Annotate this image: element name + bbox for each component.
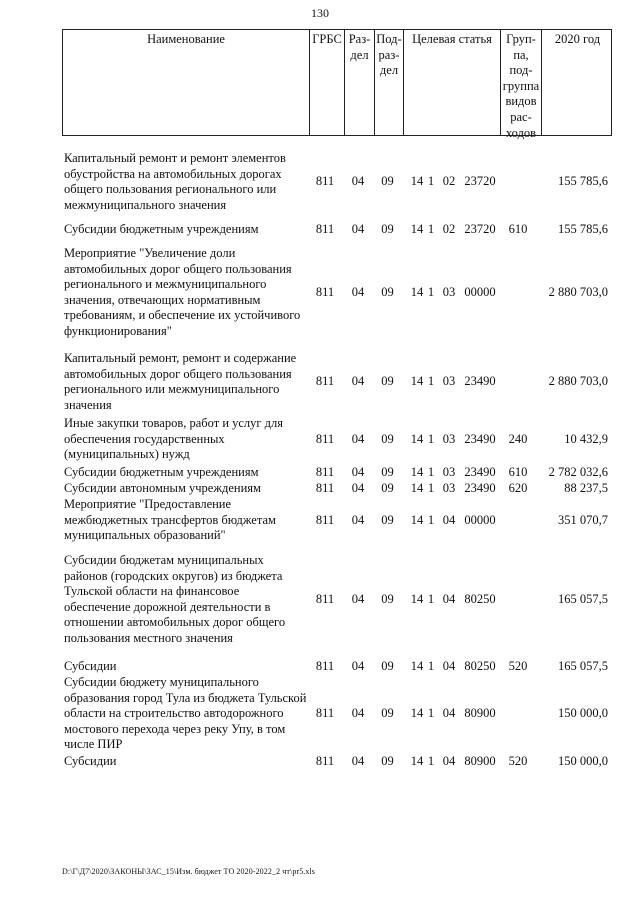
- row-podrazdel: 09: [381, 374, 394, 389]
- row-podrazdel: 09: [381, 222, 394, 236]
- row-grbs: 811: [315, 374, 335, 389]
- row-expense-group: 520: [508, 659, 528, 673]
- row-target-code: 23490: [464, 431, 496, 446]
- row-razdel: 04: [351, 465, 365, 479]
- file-path-footer: D:\Г\Д7\2020\ЗАКОНЫ\ЗАС_15\Изм. бюджет ТО 2020-2022_2 чт\pr5.xls: [62, 867, 316, 876]
- row-target-program: 14: [410, 706, 424, 721]
- row-grbs: 811: [315, 481, 335, 495]
- row-name: Субсидии: [64, 754, 117, 768]
- row-target-measure: 04: [442, 659, 456, 673]
- row-target-subprogram: 1: [427, 659, 435, 673]
- row-grbs: 811: [315, 754, 335, 768]
- row-target-measure: 02: [442, 174, 456, 189]
- row-razdel: 04: [351, 374, 365, 389]
- row-expense-group: 620: [508, 481, 528, 495]
- row-target-subprogram: 1: [427, 481, 435, 495]
- row-target-measure: 03: [442, 285, 456, 299]
- row-target-subprogram: 1: [427, 222, 435, 236]
- row-grbs: 811: [315, 465, 335, 479]
- header-group: Груп- па, под- группа видов рас- ходов: [500, 30, 541, 135]
- row-grbs: 811: [315, 512, 335, 527]
- row-name: Капитальный ремонт, ремонт и содержание автомобильных дорог общего пользования регионального или межмуниципального значения: [64, 351, 297, 412]
- row-amount: 165 057,5: [558, 592, 608, 606]
- row-target-program: 14: [410, 431, 424, 446]
- row-expense-group: 610: [508, 465, 528, 479]
- row-target-program: 14: [410, 592, 424, 606]
- row-podrazdel: 09: [381, 512, 394, 527]
- row-target-subprogram: 1: [427, 706, 435, 721]
- row-grbs: 811: [315, 431, 335, 446]
- row-amount: 155 785,6: [558, 174, 608, 189]
- row-amount: 155 785,6: [558, 222, 608, 236]
- row-target-code: 80250: [464, 659, 496, 673]
- row-target-program: 14: [410, 754, 424, 768]
- row-name: Субсидии автономным учреждениям: [64, 481, 261, 495]
- row-target-program: 14: [410, 285, 424, 299]
- row-podrazdel: 09: [381, 174, 394, 189]
- row-target-subprogram: 1: [427, 754, 435, 768]
- row-target-program: 14: [410, 512, 424, 527]
- row-target-measure: 04: [442, 754, 456, 768]
- row-target-program: 14: [410, 481, 424, 495]
- row-grbs: 811: [315, 592, 335, 606]
- row-amount: 150 000,0: [558, 754, 608, 768]
- row-target-code: 80900: [464, 706, 496, 721]
- row-name: Субсидии бюджету муниципального образования город Тула из бюджета Тульской области на строительство автодорожного мостового перехода через реку Упу, в том числе ПИР: [64, 675, 307, 752]
- row-podrazdel: 09: [381, 659, 394, 673]
- header-target: Целевая статья: [403, 30, 500, 135]
- table-header: [62, 29, 612, 140]
- row-grbs: 811: [315, 706, 335, 721]
- row-target-subprogram: 1: [427, 374, 435, 389]
- row-name: Субсидии: [64, 659, 117, 673]
- row-grbs: 811: [315, 285, 335, 299]
- row-razdel: 04: [351, 754, 365, 768]
- row-razdel: 04: [351, 512, 365, 527]
- row-amount: 10 432,9: [564, 431, 608, 446]
- row-target-measure: 03: [442, 431, 456, 446]
- row-razdel: 04: [351, 285, 365, 299]
- row-name: Капитальный ремонт и ремонт элементов обустройства на автомобильных дорогах общего пользования регионального или межмуниципального значения: [64, 151, 286, 212]
- row-target-program: 14: [410, 174, 424, 189]
- row-podrazdel: 09: [381, 465, 394, 479]
- row-target-code: 00000: [464, 512, 496, 527]
- row-target-code: 80250: [464, 592, 496, 606]
- row-razdel: 04: [351, 174, 365, 189]
- header-name: Наименование: [147, 32, 225, 46]
- row-razdel: 04: [351, 659, 365, 673]
- row-podrazdel: 09: [381, 592, 394, 606]
- row-name: Субсидии бюджетам муниципальных районов (городских округов) из бюджета Тульской области на финансовое обеспечение дорожной деятельности в отношении автомобильных дорог общего пользования местного значения: [64, 553, 286, 645]
- row-target-code: 80900: [464, 754, 496, 768]
- row-name: Субсидии бюджетным учреждениям: [64, 222, 259, 236]
- row-podrazdel: 09: [381, 754, 394, 768]
- row-razdel: 04: [351, 481, 365, 495]
- row-target-measure: 04: [442, 592, 456, 606]
- header-podrazdel: Под- раз- дел: [374, 30, 403, 135]
- row-podrazdel: 09: [381, 481, 394, 495]
- row-target-program: 14: [410, 374, 424, 389]
- row-razdel: 04: [351, 431, 365, 446]
- header-razdel: Раз- дел: [344, 30, 374, 135]
- header-grbs: ГРБС: [309, 30, 344, 135]
- row-amount: 150 000,0: [558, 706, 608, 721]
- row-name: Субсидии бюджетным учреждениям: [64, 465, 259, 479]
- row-target-subprogram: 1: [427, 285, 435, 299]
- row-target-measure: 04: [442, 512, 456, 527]
- row-target-program: 14: [410, 659, 424, 673]
- row-target-subprogram: 1: [427, 512, 435, 527]
- row-target-code: 23490: [464, 481, 496, 495]
- row-name: Иные закупки товаров, работ и услуг для обеспечения государственных (муниципальных) нужд: [64, 416, 284, 462]
- row-podrazdel: 09: [381, 285, 394, 299]
- row-amount: 88 237,5: [564, 481, 608, 495]
- row-podrazdel: 09: [381, 706, 394, 721]
- row-target-subprogram: 1: [427, 465, 435, 479]
- row-amount: 2 880 703,0: [548, 374, 608, 389]
- row-target-measure: 03: [442, 374, 456, 389]
- row-amount: 2 782 032,6: [548, 465, 608, 479]
- header-year: 2020 год: [541, 30, 613, 135]
- row-target-code: 23490: [464, 374, 496, 389]
- row-amount: 351 070,7: [558, 512, 608, 527]
- row-target-measure: 03: [442, 481, 456, 495]
- row-name: Мероприятие "Предоставление межбюджетных трансфертов бюджетам муниципальных образований": [64, 497, 276, 543]
- row-amount: 165 057,5: [558, 659, 608, 673]
- row-target-program: 14: [410, 222, 424, 236]
- row-grbs: 811: [315, 659, 335, 673]
- row-podrazdel: 09: [381, 431, 394, 446]
- row-target-measure: 02: [442, 222, 456, 236]
- row-target-code: 00000: [464, 285, 496, 299]
- row-target-program: 14: [410, 465, 424, 479]
- row-target-code: 23720: [464, 174, 496, 189]
- row-target-code: 23720: [464, 222, 496, 236]
- row-expense-group: 240: [508, 431, 528, 446]
- row-expense-group: 610: [508, 222, 528, 236]
- page-number: 130: [311, 6, 329, 20]
- row-target-subprogram: 1: [427, 592, 435, 606]
- row-target-subprogram: 1: [427, 174, 435, 189]
- row-grbs: 811: [315, 222, 335, 236]
- row-razdel: 04: [351, 592, 365, 606]
- row-razdel: 04: [351, 706, 365, 721]
- row-target-measure: 03: [442, 465, 456, 479]
- row-grbs: 811: [315, 174, 335, 189]
- row-target-measure: 04: [442, 706, 456, 721]
- row-target-code: 23490: [464, 465, 496, 479]
- row-expense-group: 520: [508, 754, 528, 768]
- row-razdel: 04: [351, 222, 365, 236]
- row-name: Мероприятие "Увеличение доли автомобильных дорог общего пользования регионального и межмуниципального значения, отвечающих нормативным требованиям, и обеспечение их устойчивого функционирования": [64, 246, 301, 338]
- row-amount: 2 880 703,0: [548, 285, 608, 299]
- row-target-subprogram: 1: [427, 431, 435, 446]
